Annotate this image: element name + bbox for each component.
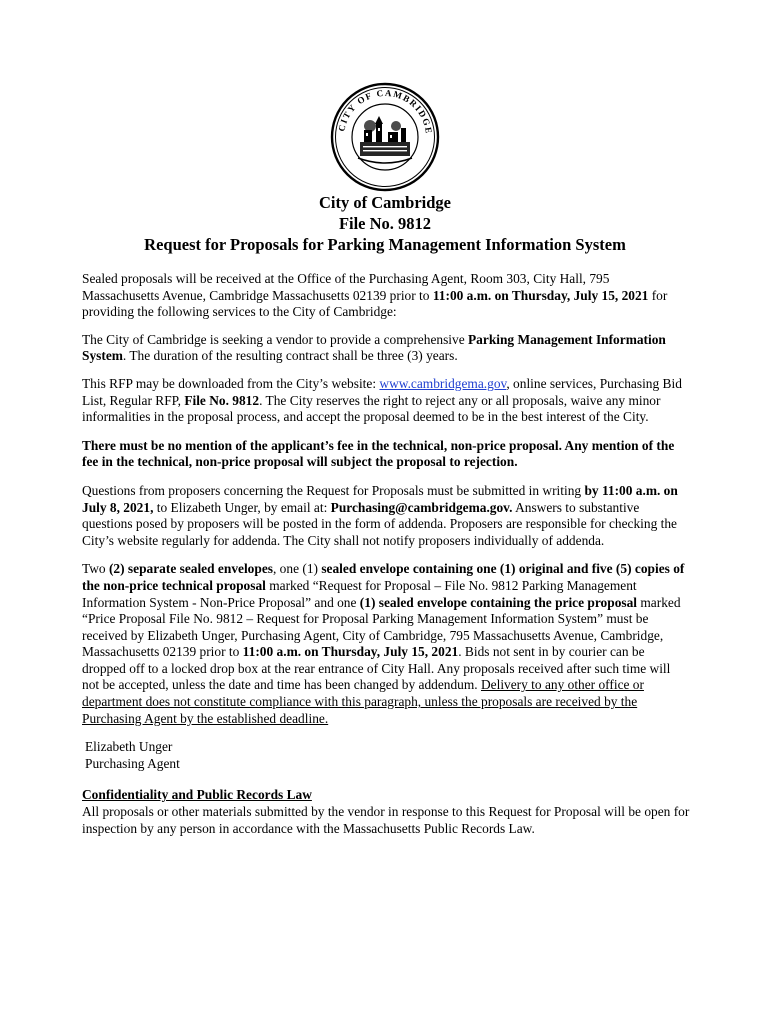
scope-duration-text: . The duration of the resulting contract shall be three (3) years. — [122, 348, 458, 364]
envelopes-text-c: , one (1) — [272, 561, 322, 577]
envelopes-text-e: marked “Request for Proposal – File No. 9812 Parking Management Information System - Non-Price Proposal” and one — [82, 577, 637, 610]
confidentiality-heading: Confidentiality and Public Records Law — [82, 787, 312, 803]
scope-text: The City of Cambridge is seeking a vendor to provide a comprehensive — [82, 331, 468, 347]
signatory-title: Purchasing Agent — [85, 755, 180, 771]
download-paragraph — [82, 376, 690, 426]
confidentiality-section — [82, 787, 690, 837]
website-link[interactable]: www.cambridgema.gov — [379, 375, 507, 391]
price-envelope-label: (1) sealed envelope containing the price proposal — [359, 594, 638, 610]
submission-text: Sealed proposals will be received at the Office of the Purchasing Agent, Room 303, City Hall, 795 Massachusetts Avenue, Cambridge Massachusetts 02139 prior to — [82, 271, 610, 303]
seal-ring-text: CITY OF CAMBRIDGE — [336, 87, 435, 136]
document-body — [82, 271, 690, 837]
confidentiality-text: All proposals or other materials submitted by the vendor in response to this Request for Proposal will be open for inspection by any person in accordance with the Massachusetts Public Records Law. — [82, 804, 690, 836]
file-number-ref: File No. 9812 — [184, 392, 260, 408]
envelopes-paragraph — [82, 561, 690, 727]
separate-envelopes-label: (2) separate sealed envelopes — [108, 561, 273, 577]
city-name-heading: City of Cambridge — [319, 193, 451, 212]
download-path-text: , online services, Purchasing Bid List, Regular RFP, — [82, 375, 682, 408]
envelopes-text-g: marked “Price Proposal File No. 9812 – Request for Proposal Parking Management Information System” must be received by Elizabeth Unger, Purchasing Agent, City of Cambridge, 795 Massachusetts Avenue, Cambridge, Massachusetts 02139 prior to — [82, 594, 681, 660]
system-name: Parking Management Information System — [82, 331, 666, 364]
submission-deadline: 11:00 a.m. on Thursday, July 15, 2021 — [432, 287, 649, 303]
submission-paragraph — [82, 271, 690, 321]
envelopes-deadline: 11:00 a.m. on Thursday, July 15, 2021 — [242, 644, 459, 660]
questions-paragraph — [82, 483, 690, 549]
questions-deadline: by 11:00 a.m. on July 8, 2021, — [82, 482, 678, 515]
fee-warning-paragraph — [82, 438, 690, 471]
file-number-heading: File No. 9812 — [338, 214, 432, 233]
reservation-text: . The City reserves the right to reject any or all proposals, waive any minor informalities in the proposal process, and accept the proposal deemed to be in the best interest of the City. — [82, 392, 661, 425]
title-block — [0, 192, 770, 255]
scope-paragraph — [82, 332, 690, 365]
envelopes-text-a: Two — [82, 561, 109, 577]
city-seal-icon — [330, 82, 440, 192]
envelopes-text-i: . Bids not sent in by courier can be dropped off to a locked drop box at the rear entrance of City Hall. Any proposals received after such time will not be accepted, unless the date and time has been changed by addendum. — [82, 644, 671, 693]
questions-text: Questions from proposers concerning the Request for Proposals must be submitted in writing — [82, 482, 585, 498]
signatory-name: Elizabeth Unger — [85, 739, 173, 755]
delivery-compliance-text: Delivery to any other office or department does not constitute compliance with this paragraph, unless the proposals are received by the Purchasing Agent by the established deadline. — [82, 677, 644, 726]
download-text: This RFP may be downloaded from the City’s website: — [82, 375, 380, 391]
submission-text-end: for providing the following services to the City of Cambridge: — [82, 287, 668, 320]
rfp-title-heading: Request for Proposals for Parking Management Information System — [144, 235, 626, 254]
questions-contact-text: to Elizabeth Unger, by email at: — [153, 499, 331, 515]
addenda-text: Answers to substantive questions posed by proposers will be posted in the form of addenda. Proposers are responsible for checking the City’s website regularly for addenda. The City shall not notify proposers individually of addenda. — [82, 499, 678, 548]
fee-warning-text: There must be no mention of the applicant’s fee in the technical, non-price proposal. Any mention of the fee in the technical, non-price proposal will subject the proposal to rejection. — [82, 437, 675, 470]
signature-block — [85, 739, 690, 772]
purchasing-email: Purchasing@cambridgema.gov. — [330, 499, 513, 515]
non-price-envelope-label: sealed envelope containing one (1) original and five (5) copies of the non-price technical proposal — [82, 561, 685, 593]
